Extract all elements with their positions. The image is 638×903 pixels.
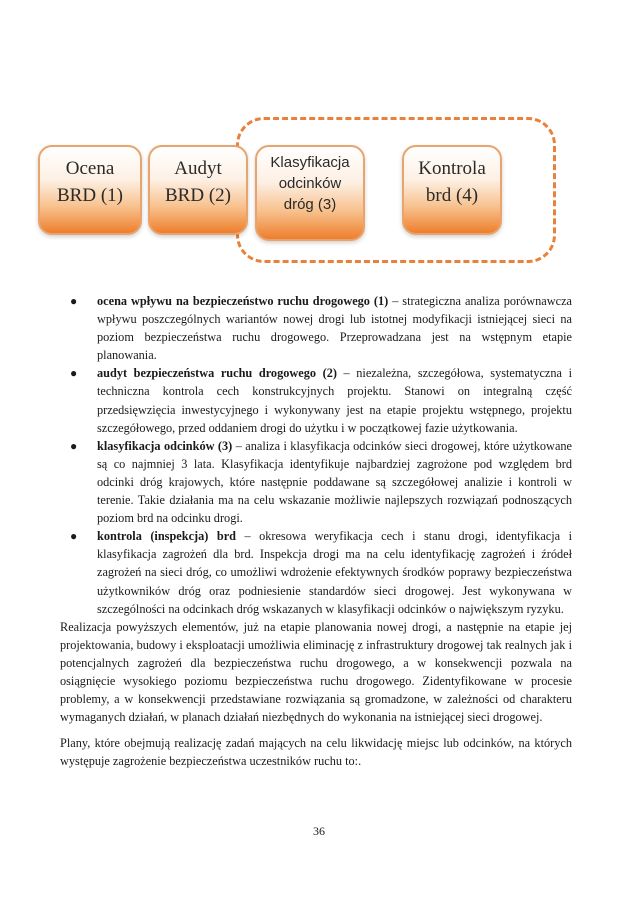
list-item — [60, 364, 572, 436]
box-line: Ocena — [65, 158, 115, 179]
box-line: odcinków — [278, 175, 342, 192]
bullet-term: kontrola (inspekcja) brd — [97, 529, 236, 544]
bullet-icon: ● — [70, 366, 78, 381]
box-line: Klasyfikacja — [270, 154, 350, 171]
box-line: Audyt — [174, 158, 222, 179]
bullet-text: – niezależna, szczegółowa, systematyczna i techniczna kontrola cech konstrukcyjnych projektu. Stanowi on integralną część przedsięwzięcia inwestycyjnego i wykonywany jest na etapie projektu wstępnego, projektu szczegółowego, przed oddaniem drogi do użytku i w początkowej fazie użytkowania. — [97, 366, 573, 435]
paragraph-plany: Plany, które obejmują realizację zadań mających na celu likwidację miejsc lub odcinków, na których występuje zagrożenie bezpieczeństwa uczestników ruchu to:. — [60, 736, 572, 769]
bullet-term: audyt bezpieczeństwa ruchu drogowego (2) — [97, 366, 337, 381]
list-item — [60, 527, 572, 617]
list-item — [60, 292, 572, 364]
bullet-icon: ● — [70, 294, 78, 308]
process-box-audyt-brd — [148, 145, 248, 235]
process-box-klasyfikacja — [255, 145, 365, 241]
bullet-term: ocena wpływu na bezpieczeństwo ruchu drogowego (1) — [97, 294, 389, 308]
bullet-icon: ● — [70, 529, 78, 544]
process-box-kontrola-brd — [402, 145, 502, 235]
box-line: BRD (2) — [165, 185, 231, 206]
bullet-text: – analiza i klasyfikacja odcinków sieci drogowej, które użytkowane są co najmniej 3 lata. Klasyfikacja identyfikuje najbardziej zagrożone pod względem brd odcinki dróg krajowych, które następnie poddawane są szczegółowej analizie i kontroli w terenie. Takie działania ma na celu wskazanie możliwie najlepszych rozwiązań podnoszących poziom brd na odcinku drogi. — [97, 438, 573, 526]
box-line: dróg (3) — [283, 196, 337, 213]
bullet-term: klasyfikacja odcinków (3) — [97, 438, 233, 453]
box-line: Kontrola — [418, 158, 486, 179]
bullet-icon: ● — [70, 438, 78, 453]
bullet-text: – strategiczna analiza porównawcza wpływu poszczególnych wariantów nowej drogi lub istotnej modyfikacji istniejącej sieci na poziom bezpieczeństwa ruchu drogowego. Przeprowadzana jest na wstępnym etapie planowania. — [97, 294, 572, 363]
bullet-list — [60, 292, 572, 618]
page-number: 36 — [313, 824, 325, 838]
box-line: brd (4) — [425, 185, 479, 206]
bullet-text: – okresowa weryfikacja cech i stanu drogi, identyfikacja i klasyfikacja zagrożeń dla brd. Inspekcja drogi ma na celu identyfikację zagrożeń i źródeł zagrożeń na sieci dróg, co umożliwi wdrożenie efektywnych środków poprawy bezpieczeństwa użytkowników dróg oraz podniesienie standardów sieci drogowej. Jest wykonywana w szczególności na odcinkach dróg wskazanych w klasyfikacji odcinków o największym ryzyku. — [97, 529, 572, 616]
process-box-ocena-brd — [38, 145, 142, 235]
paragraph-realizacja: Realizacja powyższych elementów, już na etapie planowania nowej drogi, a następnie na etapie jej projektowania, budowy i eksploatacji umożliwia eliminację z infrastruktury drogowej tak realnych jak i potencjalnych zagrożeń dla bezpieczeństwa ruchu drogowego, a w konsekwencji pozwala na osiągnięcie wysokiego poziomu bezpieczeństwa ruchu drogowego. Zidentyfikowane w procesie problemy, a w konsekwencji przedstawiane rozwiązania są gromadzone, w zależności od charakteru wymaganych działań, w planach działań niezbędnych do wykonania na istniejącej sieci drogowej. — [60, 619, 572, 725]
box-line: BRD (1) — [57, 185, 123, 206]
body-text — [60, 292, 572, 770]
list-item — [60, 437, 572, 527]
